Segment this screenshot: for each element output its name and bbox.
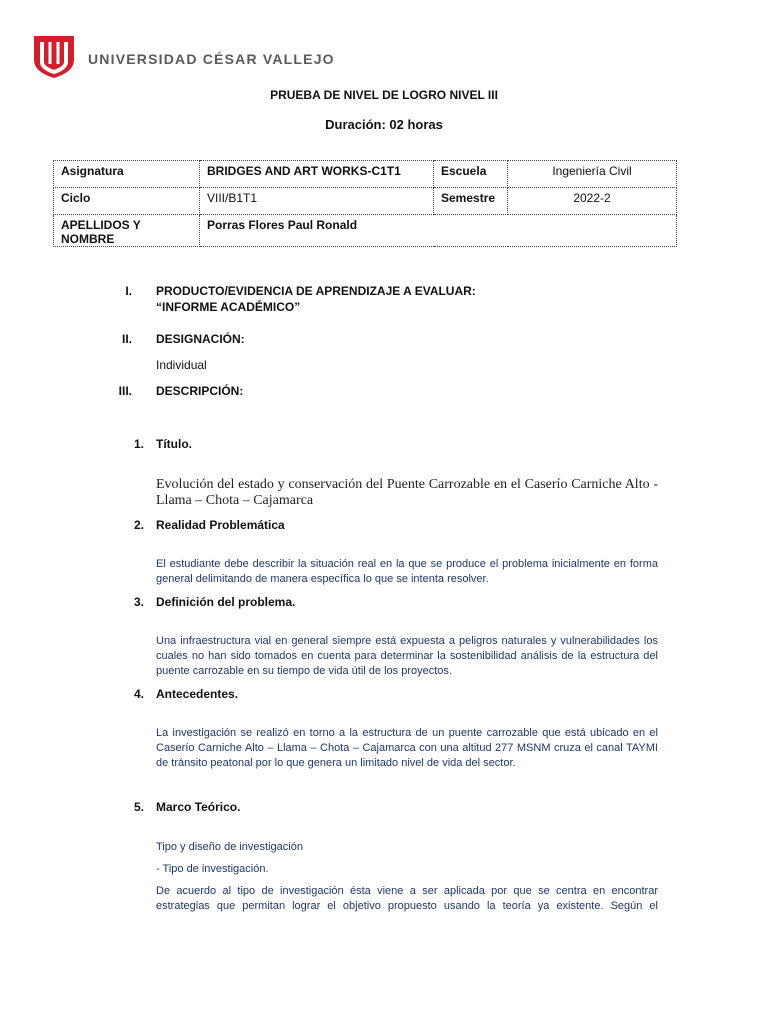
- nombre-label: APELLIDOS Y NOMBRE: [54, 215, 200, 247]
- item-1-title: Título.: [156, 437, 192, 451]
- designation-value: Individual: [156, 358, 207, 372]
- ciclo-value: VIII/B1T1: [200, 188, 434, 215]
- item-2-text: El estudiante debe describir la situación real en la que se produce el problema inicialmente en forma general delimitando de manera específica lo que se intenta resolver.: [156, 558, 658, 585]
- university-crest-icon: [30, 30, 78, 80]
- escuela-label: Escuela: [434, 161, 508, 188]
- section-1-number: I.: [125, 284, 132, 298]
- escuela-value: Ingeniería Civil: [508, 161, 677, 188]
- semestre-label: Semestre: [434, 188, 508, 215]
- item-3-number: 3.: [133, 595, 144, 609]
- table-row: [54, 188, 677, 215]
- university-name: UNIVERSIDAD CÉSAR VALLEJO: [88, 51, 335, 67]
- asignatura-label: Asignatura: [54, 161, 200, 188]
- item-4-title: Antecedentes.: [156, 687, 239, 701]
- section-3-number: III.: [118, 384, 132, 398]
- section-2-title: DESIGNACIÓN:: [156, 332, 245, 346]
- section-1-subtitle: “INFORME ACADÉMICO”: [156, 300, 301, 314]
- nombre-value: Porras Flores Paul Ronald: [200, 215, 677, 247]
- item-5-line-1: Tipo y diseño de investigación: [156, 841, 303, 853]
- item-4-number: 4.: [133, 687, 144, 701]
- asignatura-value: BRIDGES AND ART WORKS-C1T1: [200, 161, 434, 188]
- item-1-text: Evolución del estado y conservación del Puente Carrozable en el Caserío Carniche Alto - Llama – Chota – Cajamarca: [156, 477, 658, 508]
- table-row: [54, 215, 677, 247]
- table-row: [54, 161, 677, 188]
- section-1-title: PRODUCTO/EVIDENCIA DE APRENDIZAJE A EVALUAR:: [156, 284, 476, 298]
- semestre-value: 2022-2: [508, 188, 677, 215]
- info-table: [53, 160, 677, 247]
- item-3-title: Definición del problema.: [156, 595, 296, 609]
- item-5-line-2: - Tipo de investigación.: [156, 863, 269, 875]
- item-3-text: Una infraestructura vial en general siempre está expuesta a peligros naturales y vulnerabilidades los cuales no han sido tomados en cuenta para determinar la sostenibilidad análisis de la estructura del puente carrozable en su tiempo de vida útil de los proyectos.: [156, 635, 658, 677]
- section-2-number: II.: [121, 332, 132, 346]
- item-4-text: La investigación se realizó en torno a la estructura de un puente carrozable que está ubicado en el Caserío Carniche Alto – Llama – Chota – Cajamarca con una altitud 277 MSNM cruza el canal TAYMI de tránsito peatonal por lo que genera un limitado nivel de vida del sector.: [156, 727, 658, 769]
- section-3-title: DESCRIPCIÓN:: [156, 384, 244, 398]
- item-1-number: 1.: [133, 437, 144, 451]
- ciclo-label: Ciclo: [54, 188, 200, 215]
- university-logo: [30, 30, 335, 80]
- item-2-number: 2.: [133, 518, 144, 532]
- exam-title: PRUEBA DE NIVEL DE LOGRO NIVEL III: [270, 88, 498, 102]
- item-5-number: 5.: [133, 800, 144, 814]
- item-5-text: De acuerdo al tipo de investigación ésta viene a ser aplicada por que se centra en encontrar estrategias que permitan lograr el objetivo propuesto usando la teoría ya existente. Según el: [156, 885, 658, 912]
- exam-duration: Duración: 02 horas: [325, 117, 443, 132]
- item-5-title: Marco Teórico.: [156, 800, 241, 814]
- item-2-title: Realidad Problemática: [156, 518, 285, 532]
